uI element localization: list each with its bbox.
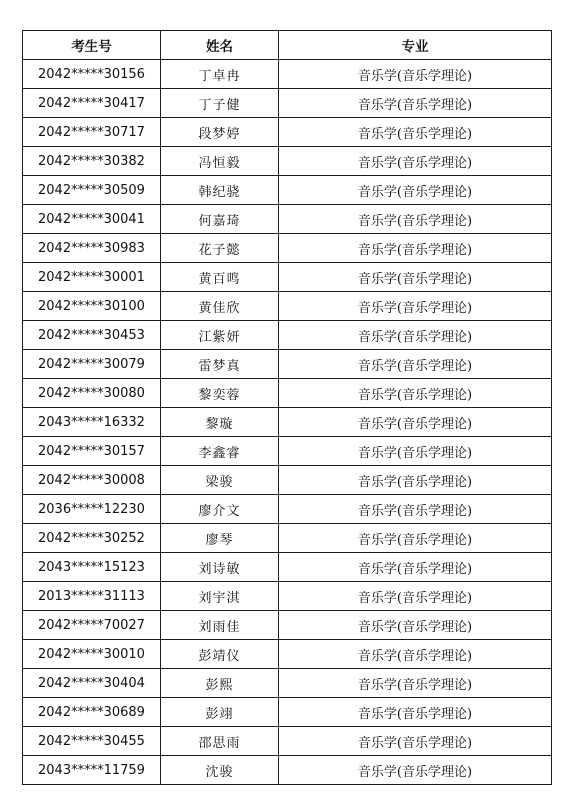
header-row xyxy=(23,31,552,60)
table-row xyxy=(23,89,552,118)
major-cell: 音乐学(音乐学理论) xyxy=(279,89,552,118)
exam-id-cell: 2013*****31113 xyxy=(23,582,161,611)
name-cell: 韩纪骁 xyxy=(161,176,279,205)
admission-table xyxy=(22,30,552,785)
name-cell: 彭翊 xyxy=(161,698,279,727)
major-cell: 音乐学(音乐学理论) xyxy=(279,350,552,379)
major-cell: 音乐学(音乐学理论) xyxy=(279,437,552,466)
name-cell: 廖琴 xyxy=(161,524,279,553)
name-cell: 花子懿 xyxy=(161,234,279,263)
name-cell: 梁骏 xyxy=(161,466,279,495)
major-cell: 音乐学(音乐学理论) xyxy=(279,466,552,495)
major-cell: 音乐学(音乐学理论) xyxy=(279,205,552,234)
exam-id-cell: 2042*****30689 xyxy=(23,698,161,727)
exam-id-cell: 2042*****30079 xyxy=(23,350,161,379)
exam-id-cell: 2042*****30417 xyxy=(23,89,161,118)
table-row xyxy=(23,205,552,234)
name-cell: 何嘉琦 xyxy=(161,205,279,234)
table-row xyxy=(23,321,552,350)
exam-id-cell: 2042*****30041 xyxy=(23,205,161,234)
exam-id-cell: 2042*****30008 xyxy=(23,466,161,495)
table-row xyxy=(23,234,552,263)
table-row xyxy=(23,437,552,466)
exam-id-cell: 2036*****12230 xyxy=(23,495,161,524)
table-row xyxy=(23,147,552,176)
name-cell: 廖介文 xyxy=(161,495,279,524)
major-cell: 音乐学(音乐学理论) xyxy=(279,640,552,669)
header-name: 姓名 xyxy=(161,31,279,60)
exam-id-cell: 2042*****30100 xyxy=(23,292,161,321)
exam-id-cell: 2042*****30453 xyxy=(23,321,161,350)
major-cell: 音乐学(音乐学理论) xyxy=(279,263,552,292)
table-row xyxy=(23,611,552,640)
major-cell: 音乐学(音乐学理论) xyxy=(279,582,552,611)
exam-id-cell: 2043*****16332 xyxy=(23,408,161,437)
name-cell: 李鑫睿 xyxy=(161,437,279,466)
exam-id-cell: 2042*****70027 xyxy=(23,611,161,640)
table-row xyxy=(23,466,552,495)
name-cell: 刘诗敏 xyxy=(161,553,279,582)
name-cell: 沈骏 xyxy=(161,756,279,785)
table-row xyxy=(23,582,552,611)
major-cell: 音乐学(音乐学理论) xyxy=(279,147,552,176)
name-cell: 黄百鸣 xyxy=(161,263,279,292)
name-cell: 彭熙 xyxy=(161,669,279,698)
name-cell: 江紫妍 xyxy=(161,321,279,350)
table-row xyxy=(23,698,552,727)
major-cell: 音乐学(音乐学理论) xyxy=(279,669,552,698)
name-cell: 黄佳欣 xyxy=(161,292,279,321)
name-cell: 彭靖仪 xyxy=(161,640,279,669)
name-cell: 刘宇淇 xyxy=(161,582,279,611)
table-row xyxy=(23,60,552,89)
major-cell: 音乐学(音乐学理论) xyxy=(279,408,552,437)
exam-id-cell: 2042*****30001 xyxy=(23,263,161,292)
exam-id-cell: 2042*****30983 xyxy=(23,234,161,263)
name-cell: 黎璇 xyxy=(161,408,279,437)
major-cell: 音乐学(音乐学理论) xyxy=(279,698,552,727)
table-row xyxy=(23,379,552,408)
major-cell: 音乐学(音乐学理论) xyxy=(279,495,552,524)
exam-id-cell: 2042*****30156 xyxy=(23,60,161,89)
major-cell: 音乐学(音乐学理论) xyxy=(279,727,552,756)
table-row xyxy=(23,408,552,437)
table-row xyxy=(23,524,552,553)
exam-id-cell: 2042*****30509 xyxy=(23,176,161,205)
header-exam-id: 考生号 xyxy=(23,31,161,60)
major-cell: 音乐学(音乐学理论) xyxy=(279,321,552,350)
name-cell: 丁子健 xyxy=(161,89,279,118)
major-cell: 音乐学(音乐学理论) xyxy=(279,234,552,263)
name-cell: 邵思雨 xyxy=(161,727,279,756)
table-row xyxy=(23,263,552,292)
table-row xyxy=(23,553,552,582)
exam-id-cell: 2042*****30080 xyxy=(23,379,161,408)
major-cell: 音乐学(音乐学理论) xyxy=(279,379,552,408)
table-row xyxy=(23,176,552,205)
table-row xyxy=(23,118,552,147)
exam-id-cell: 2042*****30455 xyxy=(23,727,161,756)
name-cell: 段梦婷 xyxy=(161,118,279,147)
exam-id-cell: 2043*****11759 xyxy=(23,756,161,785)
table-row xyxy=(23,495,552,524)
major-cell: 音乐学(音乐学理论) xyxy=(279,60,552,89)
exam-id-cell: 2042*****30010 xyxy=(23,640,161,669)
name-cell: 雷梦真 xyxy=(161,350,279,379)
name-cell: 黎奕蓉 xyxy=(161,379,279,408)
exam-id-cell: 2042*****30252 xyxy=(23,524,161,553)
major-cell: 音乐学(音乐学理论) xyxy=(279,292,552,321)
name-cell: 丁卓冉 xyxy=(161,60,279,89)
table-row xyxy=(23,669,552,698)
exam-id-cell: 2042*****30404 xyxy=(23,669,161,698)
table-row xyxy=(23,756,552,785)
major-cell: 音乐学(音乐学理论) xyxy=(279,176,552,205)
exam-id-cell: 2042*****30717 xyxy=(23,118,161,147)
table-row xyxy=(23,292,552,321)
table-row xyxy=(23,350,552,379)
major-cell: 音乐学(音乐学理论) xyxy=(279,553,552,582)
table-body xyxy=(23,60,552,785)
exam-id-cell: 2042*****30382 xyxy=(23,147,161,176)
name-cell: 刘雨佳 xyxy=(161,611,279,640)
major-cell: 音乐学(音乐学理论) xyxy=(279,118,552,147)
major-cell: 音乐学(音乐学理论) xyxy=(279,756,552,785)
table-row xyxy=(23,640,552,669)
major-cell: 音乐学(音乐学理论) xyxy=(279,611,552,640)
table-header xyxy=(23,31,552,60)
header-major: 专业 xyxy=(279,31,552,60)
exam-id-cell: 2042*****30157 xyxy=(23,437,161,466)
major-cell: 音乐学(音乐学理论) xyxy=(279,524,552,553)
table-row xyxy=(23,727,552,756)
name-cell: 冯恒毅 xyxy=(161,147,279,176)
exam-id-cell: 2043*****15123 xyxy=(23,553,161,582)
